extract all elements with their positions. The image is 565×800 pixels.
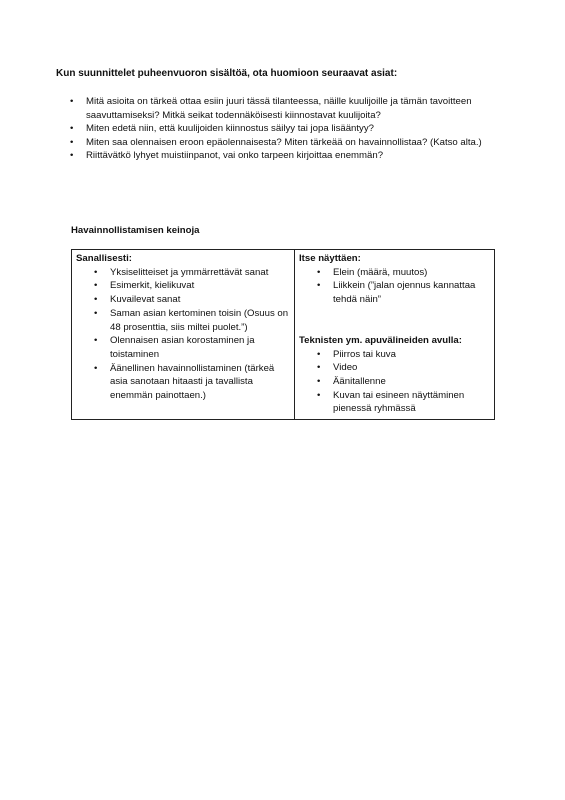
list-item bbox=[299, 361, 490, 375]
verbal-methods-list bbox=[76, 266, 290, 403]
list-item-text: Esimerkit, kielikuvat bbox=[110, 280, 195, 292]
list-item bbox=[56, 95, 496, 122]
list-item-text: Olennaisen asian korostaminen ja toistaminen bbox=[110, 335, 255, 360]
list-item bbox=[76, 279, 290, 293]
bullet-icon: • bbox=[317, 389, 321, 401]
list-item-text: Riittävätkö lyhyet muistiinpanot, vai onko tarpeen kirjoittaa enemmän? bbox=[86, 150, 384, 162]
self-demonstration-list bbox=[299, 266, 490, 307]
bullet-icon: • bbox=[317, 362, 321, 374]
verbal-methods-cell bbox=[72, 250, 295, 420]
list-item-text: Miten edetä niin, että kuulijoiden kiinnostus säilyy tai jopa lisääntyy? bbox=[86, 123, 374, 135]
list-item bbox=[76, 266, 290, 280]
list-item-text: Äänellinen havainnollistaminen (tärkeä asia sanotaan hitaasti ja tavallista enemmän painottaen.) bbox=[110, 362, 275, 402]
bullet-icon: • bbox=[317, 375, 321, 387]
list-item bbox=[56, 136, 496, 150]
list-item-text: Yksiselitteiset ja ymmärrettävät sanat bbox=[110, 266, 269, 278]
list-item bbox=[76, 293, 290, 307]
list-item-text: Video bbox=[333, 362, 358, 374]
bullet-icon: • bbox=[94, 335, 98, 347]
list-item bbox=[299, 389, 490, 416]
list-item-text: Liikkein (”jalan ojennus kannattaa tehdä näin” bbox=[333, 280, 476, 306]
bullet-icon: • bbox=[317, 348, 321, 360]
list-item-text: Elein (määrä, muutos) bbox=[333, 266, 428, 278]
bullet-icon: • bbox=[317, 280, 321, 292]
bullet-icon: • bbox=[94, 307, 98, 319]
list-item-text: Äänitallenne bbox=[333, 375, 386, 387]
technical-aids-list bbox=[299, 348, 490, 417]
bullet-icon: • bbox=[70, 150, 74, 162]
list-item bbox=[299, 266, 490, 280]
planning-questions-list bbox=[56, 95, 496, 163]
verbal-methods-title: Sanallisesti: bbox=[76, 253, 132, 264]
list-item bbox=[299, 279, 490, 306]
technical-aids-title: Teknisten ym. apuvälineiden avulla: bbox=[299, 334, 462, 346]
bullet-icon: • bbox=[317, 266, 321, 278]
list-item bbox=[56, 149, 496, 163]
demonstration-methods-cell bbox=[295, 250, 495, 420]
spacer bbox=[299, 307, 490, 334]
bullet-icon: • bbox=[94, 280, 98, 292]
list-item-text: Mitä asioita on tärkeä ottaa esiin juuri tässä tilanteessa, näille kuulijoille ja tämän tavoitteen saavuttamiseksi? Mitkä seikat todennäköisesti kiinnostavat kuulijoita? bbox=[86, 96, 472, 121]
list-item bbox=[76, 307, 290, 334]
list-item bbox=[299, 375, 490, 389]
bullet-icon: • bbox=[94, 266, 98, 278]
list-item bbox=[76, 362, 290, 403]
list-item bbox=[56, 122, 496, 136]
bullet-icon: • bbox=[70, 123, 74, 135]
bullet-icon: • bbox=[70, 136, 74, 148]
list-item-text: Miten saa olennaisen eroon epäolennaisesta? Miten tärkeää on havainnollistaa? (Katso alta.) bbox=[86, 136, 482, 148]
self-demonstration-title: Itse näyttäen: bbox=[299, 253, 361, 264]
list-item bbox=[299, 348, 490, 362]
section-subheading: Havainnollistamisen keinoja bbox=[71, 225, 200, 236]
list-item-text: Kuvailevat sanat bbox=[110, 294, 181, 306]
illustration-methods-table bbox=[71, 249, 495, 420]
bullet-icon: • bbox=[94, 294, 98, 306]
list-item-text: Kuvan tai esineen näyttäminen pienessä ryhmässä bbox=[333, 389, 465, 415]
bullet-icon: • bbox=[70, 96, 74, 107]
list-item bbox=[76, 334, 290, 361]
table-row bbox=[72, 250, 495, 420]
bullet-icon: • bbox=[94, 362, 98, 374]
document-heading: Kun suunnittelet puheenvuoron sisältöä, ota huomioon seuraavat asiat: bbox=[56, 68, 398, 79]
list-item-text: Piirros tai kuva bbox=[333, 348, 396, 360]
list-item-text: Saman asian kertominen toisin (Osuus on 48 prosenttia, siis miltei puolet.”) bbox=[110, 307, 289, 333]
